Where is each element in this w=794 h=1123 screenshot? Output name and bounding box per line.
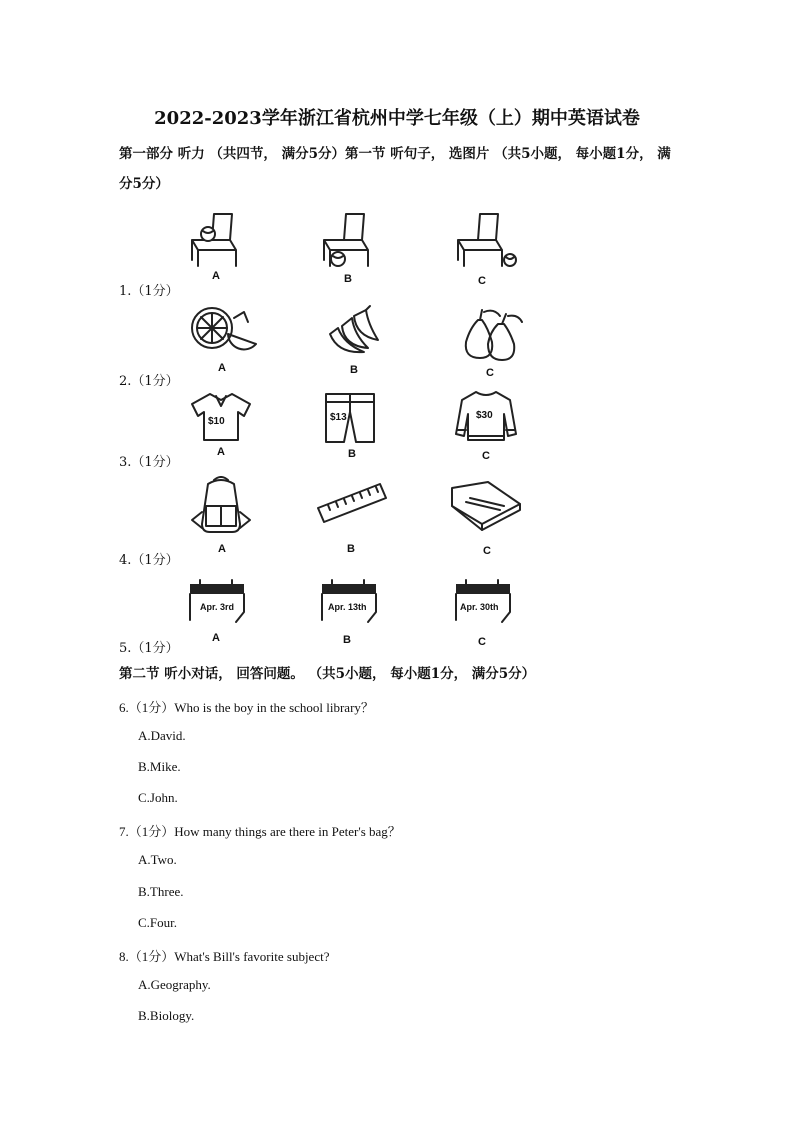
calendar-apr-30th-picture <box>454 578 514 628</box>
q3-price-b: $13 <box>330 412 347 423</box>
q1-label-c: C <box>478 275 486 287</box>
q5-date-c: Apr. 30th <box>460 602 499 612</box>
q4-label-c: C <box>483 545 491 557</box>
question-7-stem: 7.（1分）How many things are there in Peter's bag？ <box>119 824 401 839</box>
question-6-option-c: C.John. <box>138 790 178 805</box>
question-3-number: 3.（1分） <box>119 455 179 470</box>
chair-ball-under-picture <box>318 210 378 268</box>
question-7-option-a: A.Two. <box>138 852 177 867</box>
question-1-number: 1.（1分） <box>119 284 179 299</box>
question-2-number: 2.（1分） <box>119 374 179 389</box>
oranges-picture <box>188 304 260 354</box>
q1-label-b: B <box>344 273 352 285</box>
question-6-option-b: B.Mike. <box>138 759 181 774</box>
question-8-option-b: B.Biology. <box>138 1008 195 1023</box>
chair-ball-beside-picture <box>452 210 520 268</box>
q5-date-b: Apr. 13th <box>328 602 367 612</box>
q4-label-b: B <box>347 543 355 555</box>
bananas-picture <box>324 304 386 358</box>
question-6-stem: 6.（1分）Who is the boy in the school library？ <box>119 700 374 715</box>
q2-label-a: A <box>218 362 226 374</box>
section2-heading: 第二节 听小对话， 回答问题。 （共5小题， 每小题1分， 满分5分） <box>119 666 536 682</box>
q2-label-c: C <box>486 367 494 379</box>
q5-label-b: B <box>343 634 351 646</box>
chair-ball-on-seat-picture <box>186 210 246 268</box>
q5-date-a: Apr. 3rd <box>200 602 235 612</box>
question-5-number: 5.（1分） <box>119 641 179 656</box>
pencil-box-picture <box>448 480 524 534</box>
question-8-stem: 8.（1分）What's Bill's favorite subject? <box>119 949 330 964</box>
pants-picture <box>320 390 380 446</box>
q3-label-c: C <box>482 450 490 462</box>
q3-price-a: $10 <box>208 416 225 427</box>
q3-label-b: B <box>348 448 356 460</box>
pears-picture <box>460 306 526 362</box>
question-7-option-c: C.Four. <box>138 915 178 930</box>
q2-label-b: B <box>350 364 358 376</box>
ruler-picture <box>314 480 388 524</box>
calendar-apr-3rd-picture <box>188 578 248 628</box>
q1-label-a: A <box>212 270 220 282</box>
sweater-picture <box>454 388 518 446</box>
q5-label-c: C <box>478 636 486 648</box>
q5-label-a: A <box>212 632 220 644</box>
t-shirt-picture <box>188 390 254 444</box>
backpack-picture <box>188 476 254 536</box>
part1-heading: 第一部分 听力 （共四节， 满分5分）第一节 听句子， 选图片 （共5小题， 每小题1分， 满分5分） <box>119 146 671 192</box>
q3-label-a: A <box>217 446 225 458</box>
calendar-apr-13th-picture <box>320 578 380 628</box>
exam-title: 2022-2023学年浙江省杭州中学七年级（上）期中英语试卷 <box>154 108 640 129</box>
q3-price-c: $30 <box>476 410 493 421</box>
question-4-number: 4.（1分） <box>119 553 179 568</box>
question-6-option-a: A.David. <box>138 728 186 743</box>
q4-label-a: A <box>218 543 226 555</box>
question-7-option-b: B.Three. <box>138 884 184 899</box>
question-8-option-a: A.Geography. <box>138 977 211 992</box>
